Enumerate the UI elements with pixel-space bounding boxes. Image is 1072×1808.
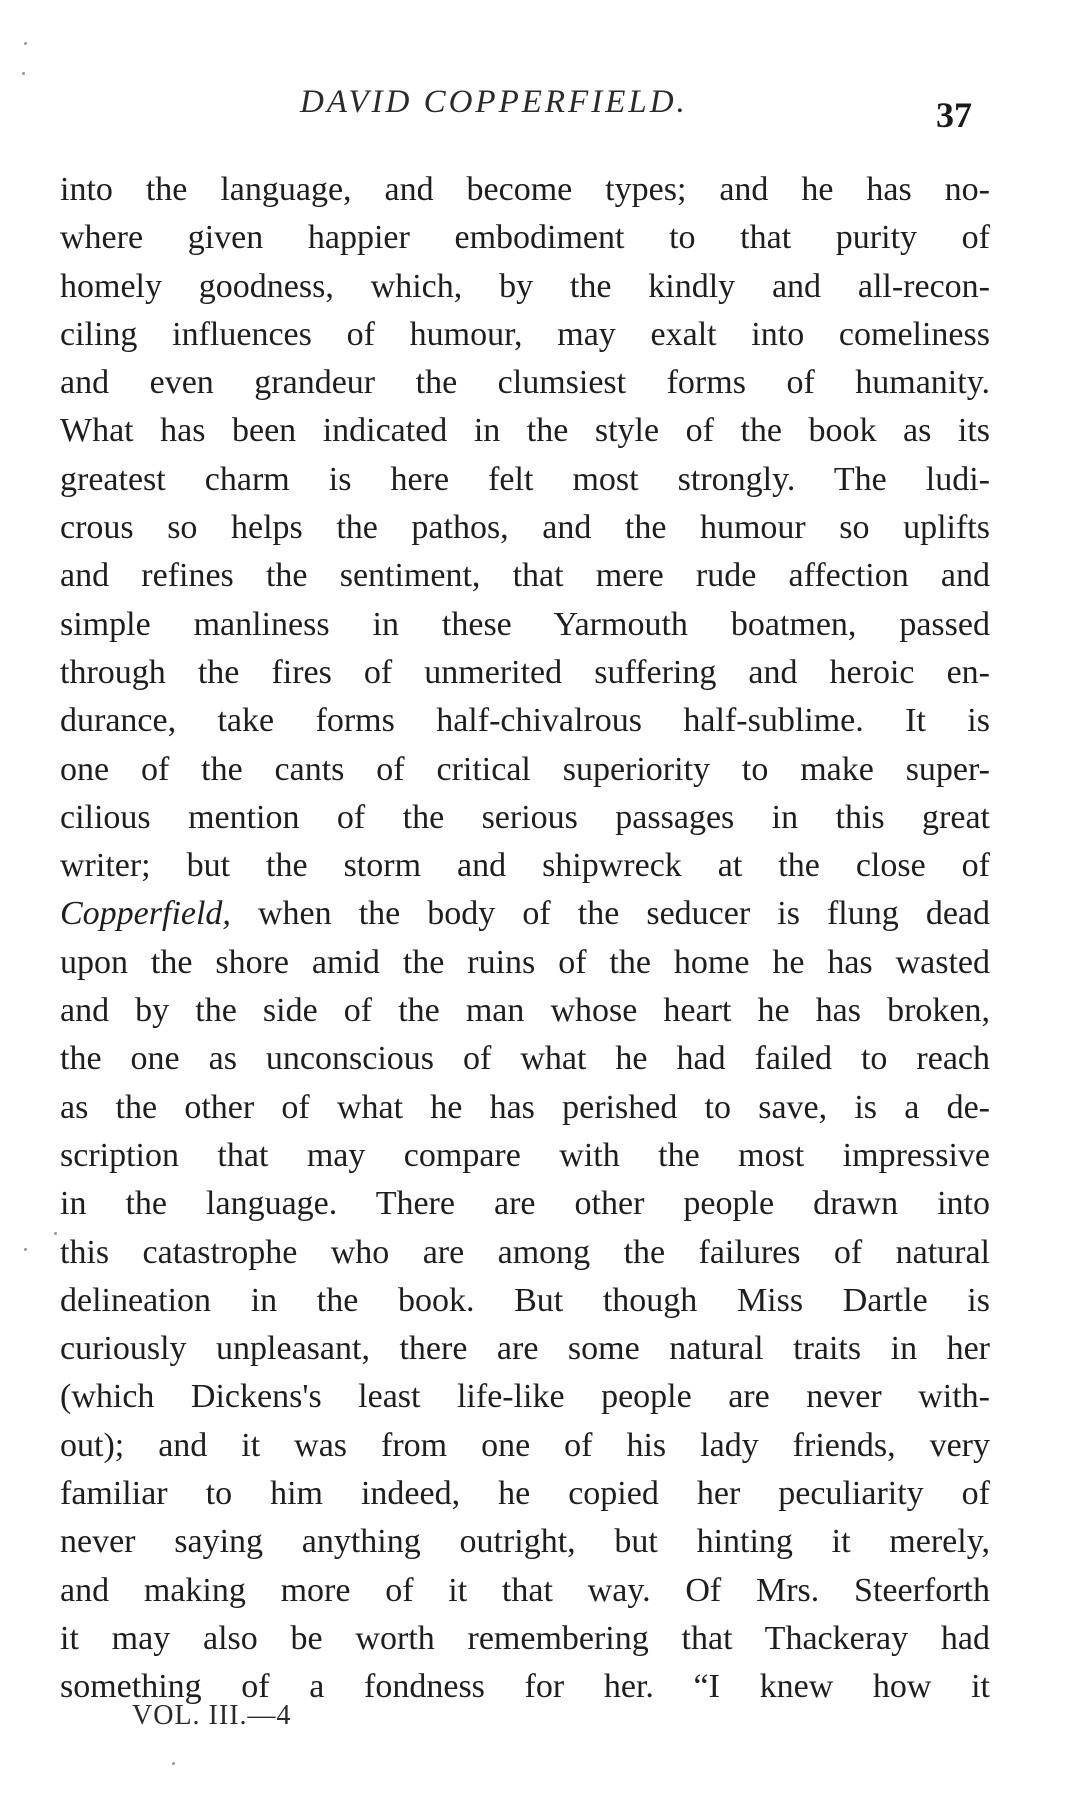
text-line: scription that may compare with the most impressive: [60, 1136, 990, 1174]
text-line: where given happier embodiment to that purity of: [60, 219, 990, 257]
text-line: What has been indicated in the style of the book as its: [60, 412, 990, 450]
page-number: 37: [936, 95, 972, 135]
text-line: as the other of what he has perished to save, is a de-: [60, 1088, 990, 1126]
text-line: and refines the sentiment, that mere rude affection and: [60, 557, 990, 595]
text-line: crous so helps the pathos, and the humour so uplifts: [60, 509, 990, 547]
text-line: and even grandeur the clumsiest forms of humanity.: [60, 364, 990, 402]
text-line: out); and it was from one of his lady friends, very: [60, 1426, 990, 1464]
signature-mark: VOL. III.—4: [132, 1700, 292, 1731]
text-line: ciling influences of humour, may exalt into comeliness: [60, 315, 990, 353]
text-line: familiar to him indeed, he copied her peculiarity of: [60, 1475, 990, 1513]
text-line: homely goodness, which, by the kindly and all-recon-: [60, 267, 990, 305]
paper-speck: [24, 42, 27, 45]
text-line: cilious mention of the serious passages in this great: [60, 798, 990, 836]
text-line: delineation in the book. But though Miss Dartle is: [60, 1281, 990, 1319]
text-line: through the fires of unmerited suffering and heroic en-: [60, 653, 990, 691]
paper-speck: [54, 1232, 57, 1235]
text-line: in the language. There are other people drawn into: [60, 1185, 990, 1223]
text-line: writer; but the storm and shipwreck at the close of: [60, 847, 990, 885]
text-line: the one as unconscious of what he had failed to reach: [60, 1040, 990, 1078]
text-line: upon the shore amid the ruins of the home he has wasted: [60, 943, 990, 981]
text-line: one of the cants of critical superiority to make super-: [60, 750, 990, 788]
text-line: into the language, and become types; and he has no-: [60, 171, 990, 208]
text-line: durance, take forms half-chivalrous half-sublime. It is: [60, 702, 990, 740]
text-line: something of a fondness for her. “I knew how it: [60, 1668, 990, 1706]
body-text: [60, 166, 990, 1712]
text-line: (which Dickens's least life-like people are never with-: [60, 1378, 990, 1416]
text-line: Copperfield, when the body of the seducer is flung dead: [60, 895, 990, 933]
running-title: DAVID COPPERFIELD.: [300, 84, 688, 120]
text-line: curiously unpleasant, there are some natural traits in her: [60, 1330, 990, 1368]
text-line: simple manliness in these Yarmouth boatmen, passed: [60, 605, 990, 643]
text-line: never saying anything outright, but hinting it merely,: [60, 1523, 990, 1561]
text-line: and making more of it that way. Of Mrs. Steerforth: [60, 1571, 990, 1609]
text-line: greatest charm is here felt most strongly. The ludi-: [60, 460, 990, 498]
paper-speck: [24, 1248, 27, 1251]
text-line: this catastrophe who are among the failures of natural: [60, 1233, 990, 1271]
text-line: and by the side of the man whose heart he has broken,: [60, 992, 990, 1030]
paper-speck: [22, 72, 25, 75]
text-line: it may also be worth remembering that Thackeray had: [60, 1619, 990, 1657]
book-title-italic: Copperfield,: [60, 895, 231, 933]
paper-speck: [172, 1762, 175, 1765]
